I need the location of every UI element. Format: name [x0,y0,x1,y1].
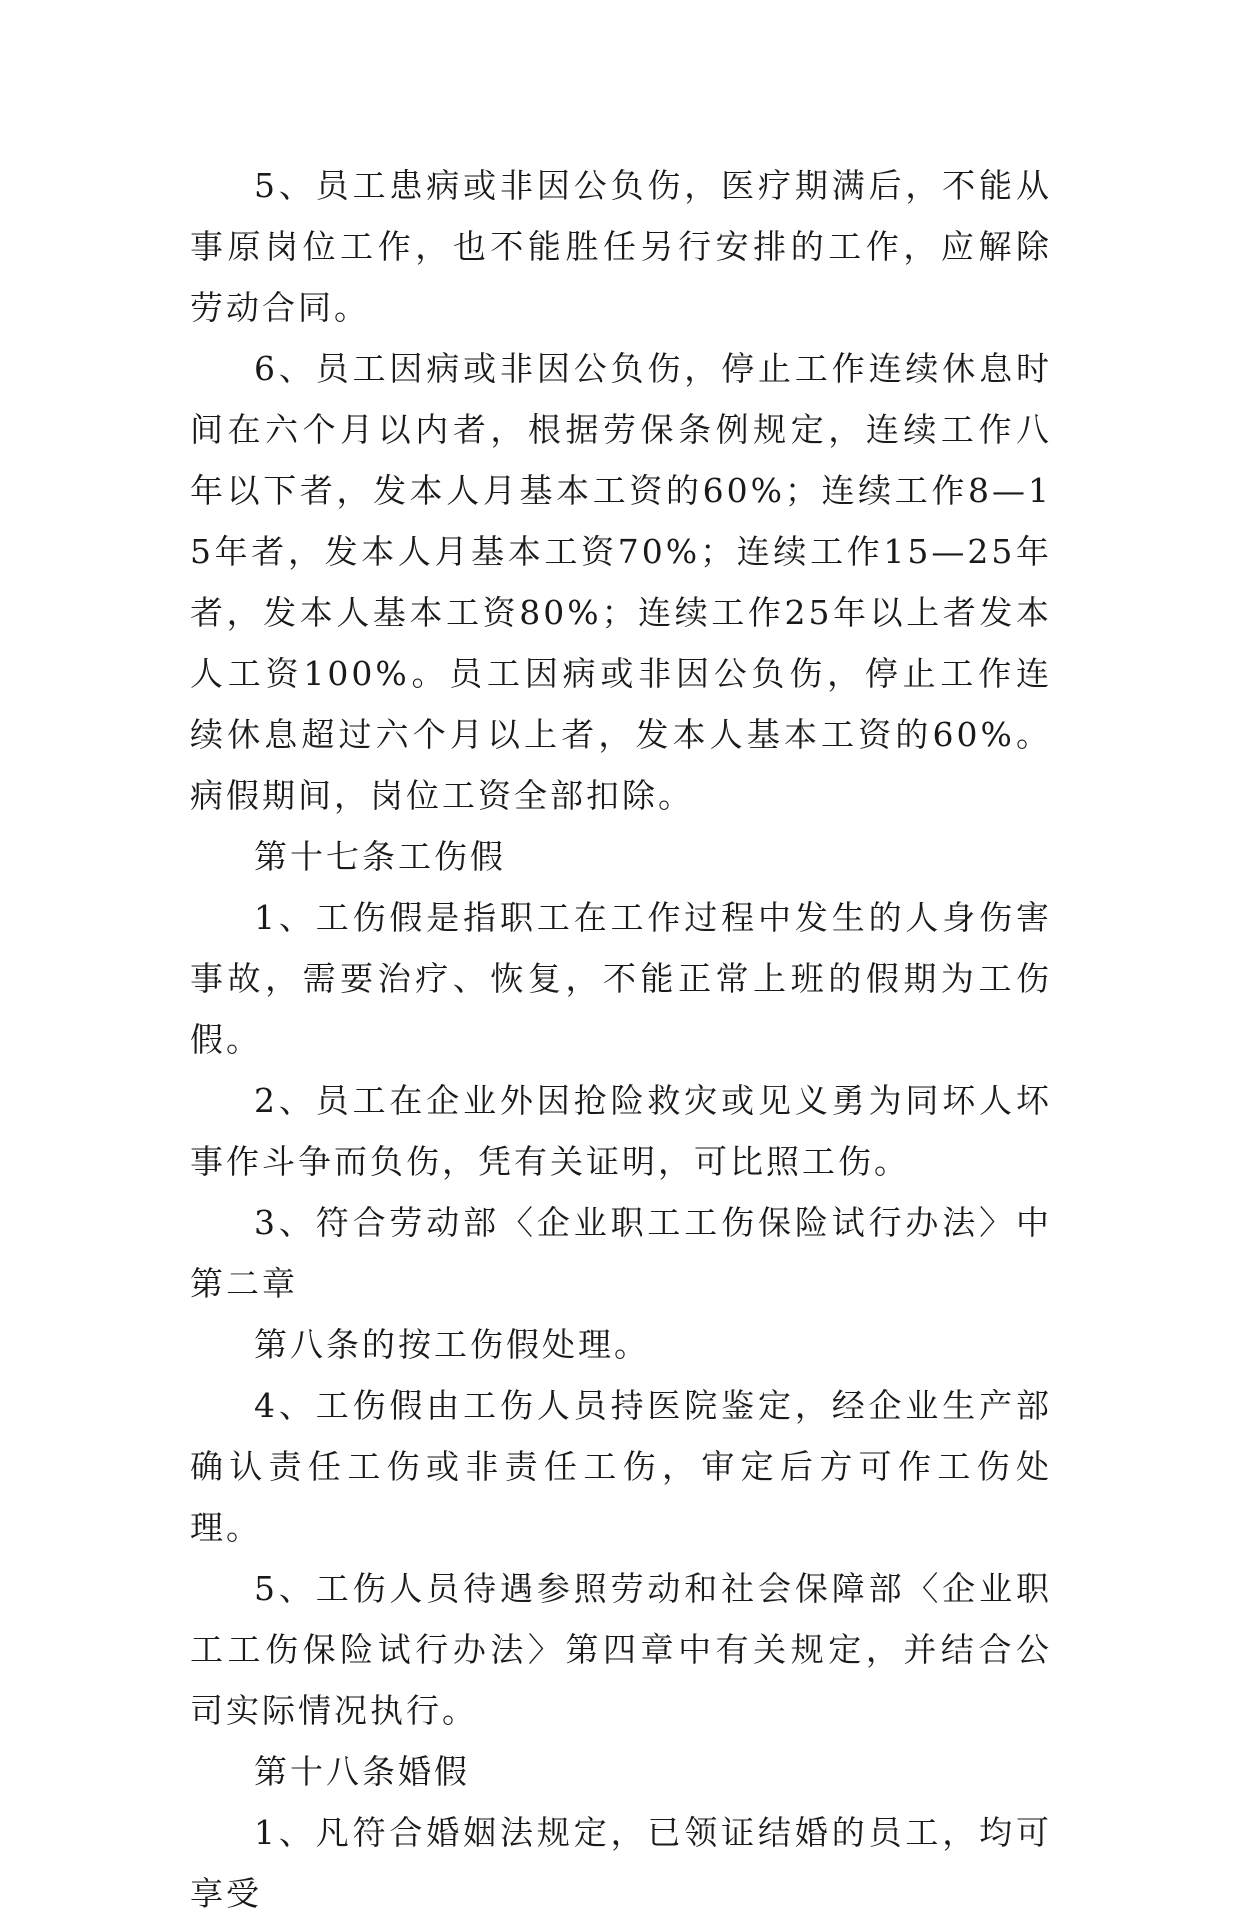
document-body [190,155,1052,1924]
paragraph-injury-2: 2、员工在企业外因抢险救灾或见义勇为同坏人坏事作斗争而负伤，凭有关证明，可比照工伤。 [190,1081,1052,1181]
paragraph-sick-leave-5: 5、员工患病或非因公负伤，医疗期满后，不能从事原岗位工作，也不能胜任另行安排的工作，应解除劳动合同。 [190,166,1052,327]
paragraph-injury-4: 4、工伤假由工伤人员持医院鉴定，经企业生产部确认责任工伤或非责任工伤，审定后方可作工伤处理。 [190,1386,1052,1547]
paragraph-injury-3: 3、符合劳动部〈企业职工工伤保险试行办法〉中第二章 [190,1203,1052,1303]
paragraph-injury-5: 5、工伤人员待遇参照劳动和社会保障部〈企业职工工伤保险试行办法〉第四章中有关规定，并结合公司实际情况执行。 [190,1569,1052,1730]
paragraph-marriage-1: 1、凡符合婚姻法规定，已领证结婚的员工，均可享受 [190,1813,1052,1913]
paragraph-injury-1: 1、工伤假是指职工在工作过程中发生的人身伤害事故，需要治疗、恢复，不能正常上班的假期为工伤假。 [190,898,1052,1059]
heading-article-18: 第十八条婚假 [254,1752,470,1791]
heading-article-17: 第十七条工伤假 [254,837,506,876]
paragraph-sick-leave-6: 6、员工因病或非因公负伤，停止工作连续休息时间在六个月以内者，根据劳保条例规定，连续工作八年以下者，发本人月基本工资的60%；连续工作8—15年者，发本人月基本工资70%；连续工作15—25年者，发本人基本工资80%；连续工作25年以上者发本人工资100%。员工因病或非因公负伤，停止工作连续休息超过六个月以上者，发本人基本工资的60%。病假期间，岗位工资全部扣除。 [190,349,1052,815]
paragraph-injury-3-continued: 第八条的按工伤假处理。 [254,1325,650,1364]
